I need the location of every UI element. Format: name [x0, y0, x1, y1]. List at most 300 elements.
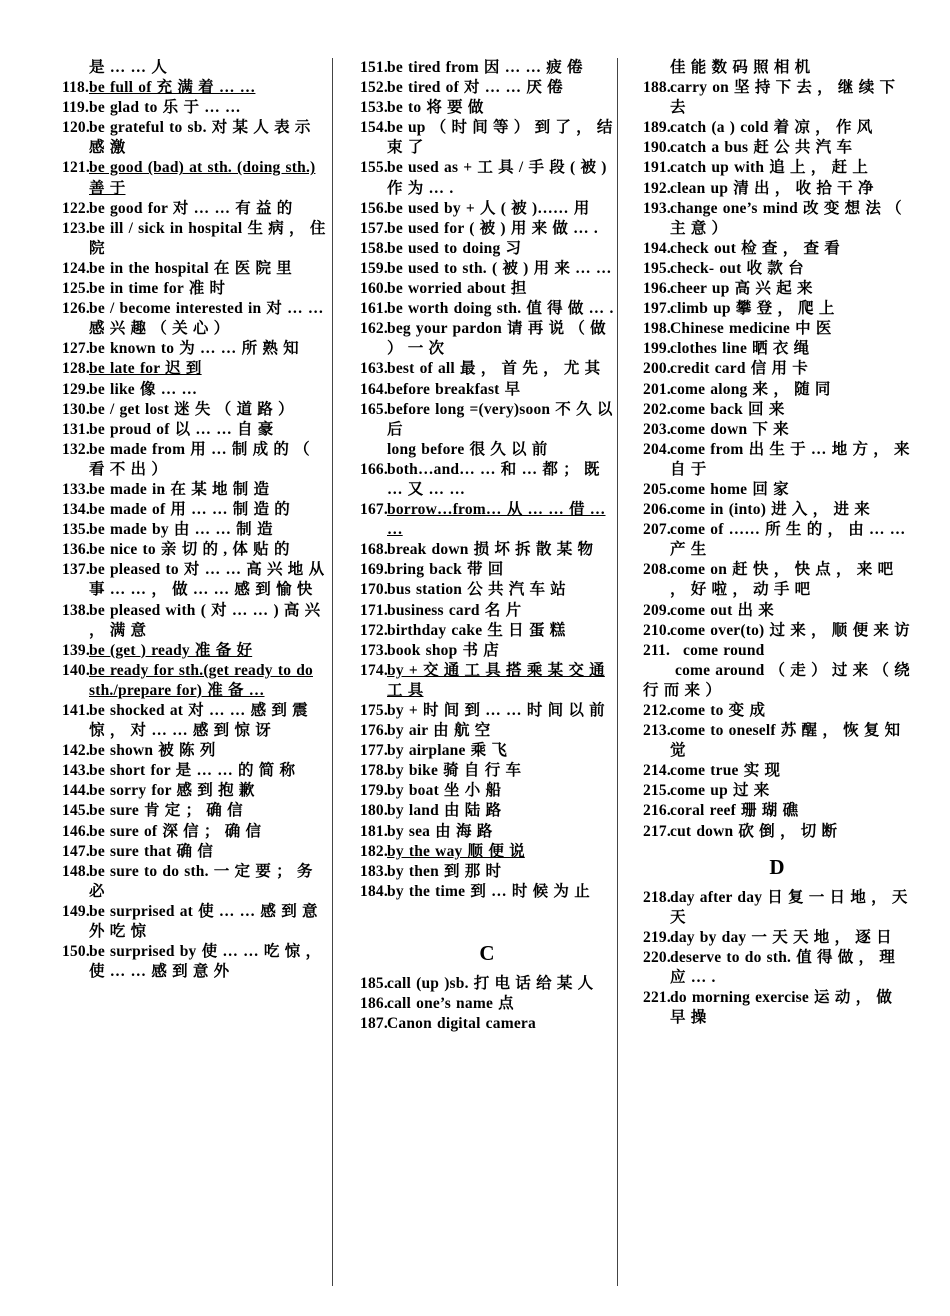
entry-number: 205. [643, 480, 671, 498]
entry-number: 167. [360, 501, 388, 519]
entry-text: catch (a ) cold 着 凉 ， 作 风 [670, 119, 873, 137]
column-3 [643, 58, 911, 1028]
entry-text: be to 将 要 做 [387, 99, 484, 117]
vocab-entry [643, 339, 911, 359]
entry-number: 125. [62, 280, 90, 298]
vocab-entry [62, 560, 328, 600]
vocab-entry [360, 380, 614, 400]
entry-text: call (up )sb. 打 电 话 给 某 人 [387, 974, 594, 992]
section-letter-heading: C [479, 940, 495, 965]
entry-text: come from 出 生 于 … 地 方 ， 来 自 于 [670, 440, 910, 478]
entry-text: cheer up 高 兴 起 来 [670, 280, 813, 298]
entry-number: 163. [360, 360, 388, 378]
vocab-entry [360, 994, 614, 1014]
entry-text: be made of 用 … … 制 造 的 [89, 501, 290, 519]
vocab-entry [62, 199, 328, 219]
entry-number: 203. [643, 420, 671, 438]
entry-text: check- out 收 款 台 [670, 259, 804, 277]
vocab-entry [360, 299, 614, 319]
vocab-entry [643, 319, 911, 339]
vocab-entry [643, 801, 911, 821]
vocab-entry [643, 138, 911, 158]
vocab-entry [360, 78, 614, 98]
entry-text: carry on 坚 持 下 去 ， 继 续 下 去 [670, 79, 896, 117]
vocab-entry [360, 974, 614, 994]
entry-number: 155. [360, 159, 388, 177]
entry-number: 146. [62, 822, 90, 840]
vocab-entry [643, 440, 911, 480]
entry-number: 126. [62, 300, 90, 318]
entry-text: be made by 由 … … 制 造 [89, 521, 273, 539]
vocab-entry [643, 78, 911, 118]
entry-text: be tired from 因 … … 疲 倦 [387, 59, 583, 76]
vocab-entry [643, 641, 911, 661]
entry-number: 147. [62, 842, 90, 860]
entry-number: 173. [360, 641, 388, 659]
entry-number: 152. [360, 79, 388, 97]
vocab-entry [360, 540, 614, 560]
entry-text: catch up with 追 上 ， 赶 上 [670, 159, 869, 177]
entry-text: be sorry for 感 到 抱 歉 [89, 782, 255, 800]
entry-text: be glad to 乐 于 … … [89, 99, 241, 117]
entry-text: be shown 被 陈 列 [89, 742, 216, 760]
vocab-entry [643, 701, 911, 721]
vocab-entry [360, 460, 614, 500]
entry-text: climb up 攀 登 ， 爬 上 [670, 300, 835, 318]
vocab-entry [360, 239, 614, 259]
entry-number: 137. [62, 561, 90, 579]
entry-number: 165. [360, 400, 388, 418]
entry-text: be good (bad) at sth. (doing sth.) 善 于 [89, 159, 316, 197]
entry-text: be ill / sick in hospital 生 病 ， 住 院 [89, 219, 326, 257]
entry-number: 143. [62, 762, 90, 780]
vocab-entry [360, 1014, 614, 1034]
entry-number: 127. [62, 340, 90, 358]
vocab-entry [360, 882, 614, 902]
vocab-entry [643, 400, 911, 420]
entry-number: 131. [62, 420, 90, 438]
entry-text: come along 来 ， 随 同 [670, 380, 831, 398]
entry-number: 195. [643, 259, 671, 277]
entry-text: by land 由 陆 路 [387, 802, 502, 820]
entry-number: 198. [643, 320, 671, 338]
entry-text: be ready for sth.(get ready to do sth./prepare for) 准 备 … [89, 661, 313, 699]
entry-number: 159. [360, 259, 388, 277]
entry-text: by boat 坐 小 船 [387, 782, 502, 800]
entry-number: 213. [643, 722, 671, 740]
vocab-entry [360, 661, 614, 701]
entry-text: be shocked at 对 … … 感 到 震 惊 ， 对 … … 感 到 惊 讶 [89, 702, 308, 740]
vocab-entry [62, 500, 328, 520]
entry-number: 185. [360, 974, 388, 992]
entry-number: 160. [360, 280, 388, 298]
vocab-entry [360, 98, 614, 118]
entry-text: come out 出 来 [670, 601, 774, 619]
entry-text: come up 过 来 [670, 782, 770, 800]
entry-text: change one’s mind 改 变 想 法 （ 主 意 ） [670, 199, 902, 237]
vocab-entry [360, 701, 614, 721]
vocab-entry [62, 480, 328, 500]
entry-number: 202. [643, 400, 671, 418]
entry-text: come home 回 家 [670, 480, 789, 498]
vocab-entry [62, 641, 328, 661]
entry-number: 157. [360, 219, 388, 237]
column-1 [62, 58, 328, 982]
entry-number: 212. [643, 702, 671, 719]
vocab-entry [62, 78, 328, 98]
vocab-entry [643, 721, 911, 761]
entry-text: come round [683, 641, 765, 659]
vocab-entry [62, 902, 328, 942]
entry-number: 134. [62, 501, 90, 519]
entry-text: be known to 为 … … 所 熟 知 [89, 340, 299, 358]
entry-number: 122. [62, 199, 90, 217]
entry-number: 156. [360, 199, 388, 217]
entry-text: be made from 用 … 制 成 的 （ 看 不 出 ） [89, 440, 310, 478]
entry-number: 207. [643, 521, 671, 539]
vocab-entry [62, 661, 328, 701]
entry-number: 180. [360, 802, 388, 820]
entry-number: 138. [62, 601, 90, 619]
vocab-entry [360, 721, 614, 741]
entry-number: 130. [62, 400, 90, 418]
vocab-entry [360, 801, 614, 821]
entry-text: book shop 书 店 [387, 641, 499, 659]
vocab-entry [360, 862, 614, 882]
vocab-entry [643, 988, 911, 1028]
column-divider [617, 58, 618, 1286]
entry-number: 132. [62, 440, 90, 458]
entry-text: bring back 带 回 [387, 561, 504, 579]
vocab-entry [62, 380, 328, 400]
entry-number: 208. [643, 561, 671, 579]
entry-text: be nice to 亲 切 的 , 体 贴 的 [89, 541, 290, 559]
entry-number: 220. [643, 948, 671, 966]
entry-number: 120. [62, 119, 90, 137]
entry-text: be sure that 确 信 [89, 842, 214, 860]
entry-text: coral reef 珊 瑚 礁 [670, 802, 799, 820]
vocab-entry [360, 621, 614, 641]
entry-text: do morning exercise 运 动 ， 做 早 操 [670, 989, 893, 1027]
vocab-entry [62, 601, 328, 641]
entry-text: be short for 是 … … 的 简 称 [89, 762, 296, 780]
entry-text: by the way 顺 便 说 [387, 842, 525, 860]
entry-number: 141. [62, 702, 90, 719]
vocab-entry [62, 741, 328, 761]
entry-number: 158. [360, 239, 388, 257]
entry-text: be good for 对 … … 有 益 的 [89, 199, 293, 217]
vocab-entry [643, 560, 911, 600]
vocab-entry [360, 601, 614, 621]
entry-text: day after day 日 复 一 日 地 ， 天 天 [670, 888, 908, 926]
entry-number: 201. [643, 380, 671, 398]
entry-number: 219. [643, 928, 671, 946]
entry-text: by + 交 通 工 具 搭 乘 某 交 通 工 具 [387, 661, 605, 699]
vocab-entry [62, 299, 328, 339]
vocab-entry [643, 948, 911, 988]
entry-number: 199. [643, 340, 671, 358]
entry-text: be used to doing 习 [387, 239, 522, 257]
entry-text: catch a bus 赶 公 共 汽 车 [670, 139, 853, 157]
column-divider [332, 58, 333, 1286]
vocab-entry [643, 118, 911, 138]
entry-text: be full of 充 满 着 … … [89, 79, 256, 97]
entry-number: 194. [643, 239, 671, 257]
entry-number: 171. [360, 601, 388, 619]
entry-number: 187. [360, 1015, 388, 1033]
vocab-entry [643, 781, 911, 801]
entry-text: be in time for 准 时 [89, 280, 226, 298]
entry-text: business card 名 片 [387, 601, 522, 619]
entry-number: 204. [643, 440, 671, 458]
entry-number: 129. [62, 380, 90, 398]
entry-text: by then 到 那 时 [387, 862, 502, 880]
entry-text: be (get ) ready 准 备 好 [89, 641, 253, 659]
entry-text: be grateful to sb. 对 某 人 表 示 感 激 [89, 119, 311, 157]
entry-text: beg your pardon 请 再 说 （ 做 ） 一 次 [387, 320, 606, 358]
entry-number: 151. [360, 59, 388, 76]
entry-number: 164. [360, 380, 388, 398]
entry-text: be used for ( 被 ) 用 来 做 … . [387, 219, 599, 237]
entry-text: be sure to do sth. 一 定 要 ； 务 必 [89, 862, 313, 900]
entry-number: 170. [360, 581, 388, 599]
vocab-entry [643, 279, 911, 299]
entry-text: be pleased to 对 … … 高 兴 地 从 事 … … ， 做 … … 感 到 愉 快 [89, 561, 325, 599]
vocab-entry [643, 601, 911, 621]
entry-number: 197. [643, 300, 671, 318]
entry-number: 128. [62, 360, 90, 378]
entry-number: 162. [360, 320, 388, 338]
vocab-entry [62, 118, 328, 158]
entry-text: cut down 砍 倒 ， 切 断 [670, 822, 838, 840]
entry-number: 144. [62, 782, 90, 800]
entry-text: by the time 到 … 时 候 为 止 [387, 882, 590, 900]
entry-text: both…and… … 和 … 都 ； 既 … 又 … … [387, 460, 600, 498]
entry-text: deserve to do sth. 值 得 做 ， 理 应 … . [670, 948, 895, 987]
column-2 [360, 58, 614, 1034]
vocab-entry [62, 842, 328, 862]
vocab-entry [360, 158, 614, 198]
entry-number: 193. [643, 199, 671, 217]
entry-number: 192. [643, 179, 671, 197]
entry-text: be like 像 … … [89, 380, 198, 398]
entry-text: Canon digital camera [387, 1015, 536, 1033]
vocab-entry [360, 400, 614, 440]
vocab-entry [62, 420, 328, 440]
entry-number: 188. [643, 79, 671, 97]
vocab-entry [62, 540, 328, 560]
vocab-entry [360, 822, 614, 842]
vocab-entry [643, 158, 911, 178]
entry-number: 145. [62, 802, 90, 820]
entry-number: 176. [360, 722, 388, 740]
vocab-entry [360, 761, 614, 781]
entry-text: 佳 能 数 码 照 相 机 [670, 59, 811, 76]
entry-text: come over(to) 过 来 ， 顺 便 来 访 [670, 621, 910, 639]
entry-number: 216. [643, 802, 671, 820]
entry-text: birthday cake 生 日 蛋 糕 [387, 621, 566, 639]
vocab-entry [643, 888, 911, 928]
vocab-entry [643, 299, 911, 319]
entry-number: 175. [360, 702, 388, 719]
vocab-entry [62, 781, 328, 801]
vocab-entry [643, 58, 911, 78]
entry-text: before long =(very)soon 不 久 以 后 [387, 400, 613, 438]
vocab-entry [360, 741, 614, 761]
vocab-entry [360, 781, 614, 801]
entry-number: 186. [360, 995, 388, 1013]
vocab-entry [643, 380, 911, 400]
entry-text: best of all 最 ， 首 先 ， 尤 其 [387, 360, 601, 378]
entry-number: 140. [62, 661, 90, 679]
entry-number: 210. [643, 621, 671, 639]
vocab-entry [360, 58, 614, 78]
entry-number: 172. [360, 621, 388, 639]
entry-number: 168. [360, 541, 388, 559]
vocab-entry [360, 641, 614, 661]
vocab-entry [360, 319, 614, 359]
vocab-entry [62, 98, 328, 118]
entry-number: 133. [62, 480, 90, 498]
vocab-entry [62, 339, 328, 359]
entry-number: 169. [360, 561, 388, 579]
vocab-entry [62, 801, 328, 821]
vocab-entry [360, 580, 614, 600]
entry-text: be surprised at 使 … … 感 到 意 外 吃 惊 [89, 902, 318, 941]
entry-number: 191. [643, 159, 671, 177]
entry-text: be / become interested in 对 … … 感 兴 趣 （ 关 心 ） [89, 300, 324, 338]
vocab-entry [62, 219, 328, 259]
vocab-entry [62, 158, 328, 198]
entry-text: clean up 清 出 ， 收 拾 干 净 [670, 179, 874, 197]
entry-text: be late for 迟 到 [89, 360, 202, 378]
entry-number: 174. [360, 661, 388, 679]
entry-number: 166. [360, 460, 388, 478]
entry-number: 179. [360, 782, 388, 800]
entry-number: 118. [62, 79, 90, 97]
vocab-entry [643, 520, 911, 560]
entry-text: by air 由 航 空 [387, 722, 491, 740]
entry-number: 190. [643, 139, 671, 157]
entry-number: 181. [360, 822, 388, 840]
vocab-entry [643, 420, 911, 440]
entry-text: be surprised by 使 … … 吃 惊 ， 使 … … 感 到 意 外 [89, 943, 322, 981]
vocab-entry [643, 822, 911, 842]
entry-text: break down 损 坏 拆 散 某 物 [387, 541, 594, 559]
entry-number: 215. [643, 782, 671, 800]
vocab-entry [643, 621, 911, 641]
entry-text: be made in 在 某 地 制 造 [89, 480, 270, 498]
entry-number: 153. [360, 99, 388, 117]
entry-text: be used to sth. ( 被 ) 用 来 … … [387, 259, 612, 277]
entry-text: be used as + 工 具 / 手 段 ( 被 ) 作 为 … . [387, 159, 607, 197]
entry-number: 139. [62, 641, 90, 659]
vocab-entry [643, 199, 911, 239]
vocab-entry [360, 259, 614, 279]
entry-number: 135. [62, 521, 90, 539]
entry-text: Chinese medicine 中 医 [670, 320, 832, 338]
vocab-entry [62, 520, 328, 540]
entry-text: be pleased with ( 对 … … ) 高 兴 ， 满 意 [89, 601, 321, 639]
vocab-entry [62, 259, 328, 279]
entry-text: credit card 信 用 卡 [670, 360, 808, 378]
entry-text: be up （ 时 间 等 ） 到 了 ， 结 束 了 [387, 119, 613, 157]
entry-text: bus station 公 共 汽 车 站 [387, 581, 567, 599]
entry-number: 154. [360, 119, 388, 137]
vocab-entry [643, 761, 911, 781]
entry-text: check out 检 查 ， 查 看 [670, 239, 840, 257]
entry-text: come on 赶 快 ， 快 点 ， 来 吧 ， 好 啦 ， 动 手 吧 [670, 561, 894, 599]
entry-number: 211. [643, 641, 671, 659]
entry-text: by + 时 间 到 … … 时 间 以 前 [387, 702, 605, 719]
entry-text: come back 回 来 [670, 400, 785, 418]
entry-text: come to 变 成 [670, 702, 766, 719]
entry-text: come in (into) 进 入 ， 进 来 [670, 501, 870, 519]
entry-number: 142. [62, 742, 90, 760]
vocab-entry [360, 118, 614, 158]
entry-number: 148. [62, 862, 90, 880]
vocab-entry [360, 279, 614, 299]
vocab-entry [360, 199, 614, 219]
entry-text: clothes line 晒 衣 绳 [670, 340, 810, 358]
vocab-entry [62, 279, 328, 299]
vocab-entry [62, 701, 328, 741]
vocab-entry [643, 239, 911, 259]
entry-text: be sure of 深 信 ； 确 信 [89, 822, 262, 840]
entry-text: be worth doing sth. 值 得 做 … . [387, 300, 614, 318]
vocab-entry [360, 560, 614, 580]
entry-number: 150. [62, 943, 90, 961]
entry-number: 184. [360, 882, 388, 900]
entry-number: 206. [643, 501, 671, 519]
entry-text: borrow…from… 从 … … 借 … … [387, 501, 606, 539]
vocab-entry [360, 440, 614, 460]
entry-number: 178. [360, 762, 388, 780]
entry-number: 183. [360, 862, 388, 880]
vocab-entry [62, 359, 328, 379]
vocab-entry [643, 179, 911, 199]
entry-number: 177. [360, 742, 388, 760]
entry-number: 217. [643, 822, 671, 840]
vocab-entry [643, 480, 911, 500]
entry-text: come around （ 走 ） 过 来 （ 绕 行 而 来 ） [643, 661, 910, 699]
vocab-entry [62, 58, 328, 78]
vocab-entry [360, 842, 614, 862]
entry-text: be used by + 人 ( 被 )…… 用 [387, 199, 590, 217]
vocab-entry [62, 862, 328, 902]
entry-number: 119. [62, 99, 90, 117]
entry-number: 161. [360, 300, 388, 318]
vocab-entry [62, 400, 328, 420]
entry-number: 182. [360, 842, 388, 860]
entry-text: by sea 由 海 路 [387, 822, 493, 840]
vocab-entry [360, 219, 614, 239]
entry-text: day by day 一 天 天 地 ， 逐 日 [670, 928, 892, 946]
entry-text: by airplane 乘 飞 [387, 742, 508, 760]
entry-number: 189. [643, 119, 671, 137]
vocab-entry [643, 359, 911, 379]
entry-text: 是 … … 人 [89, 59, 168, 76]
entry-text: come down 下 来 [670, 420, 789, 438]
vocab-entry [62, 942, 328, 982]
entry-number: 196. [643, 280, 671, 298]
entry-number: 200. [643, 360, 671, 378]
vocab-entry [62, 822, 328, 842]
entry-number: 123. [62, 219, 90, 237]
entry-text: long before 很 久 以 前 [387, 440, 548, 458]
entry-text: be proud of 以 … … 自 豪 [89, 420, 274, 438]
entry-text: before breakfast 早 [387, 380, 521, 398]
